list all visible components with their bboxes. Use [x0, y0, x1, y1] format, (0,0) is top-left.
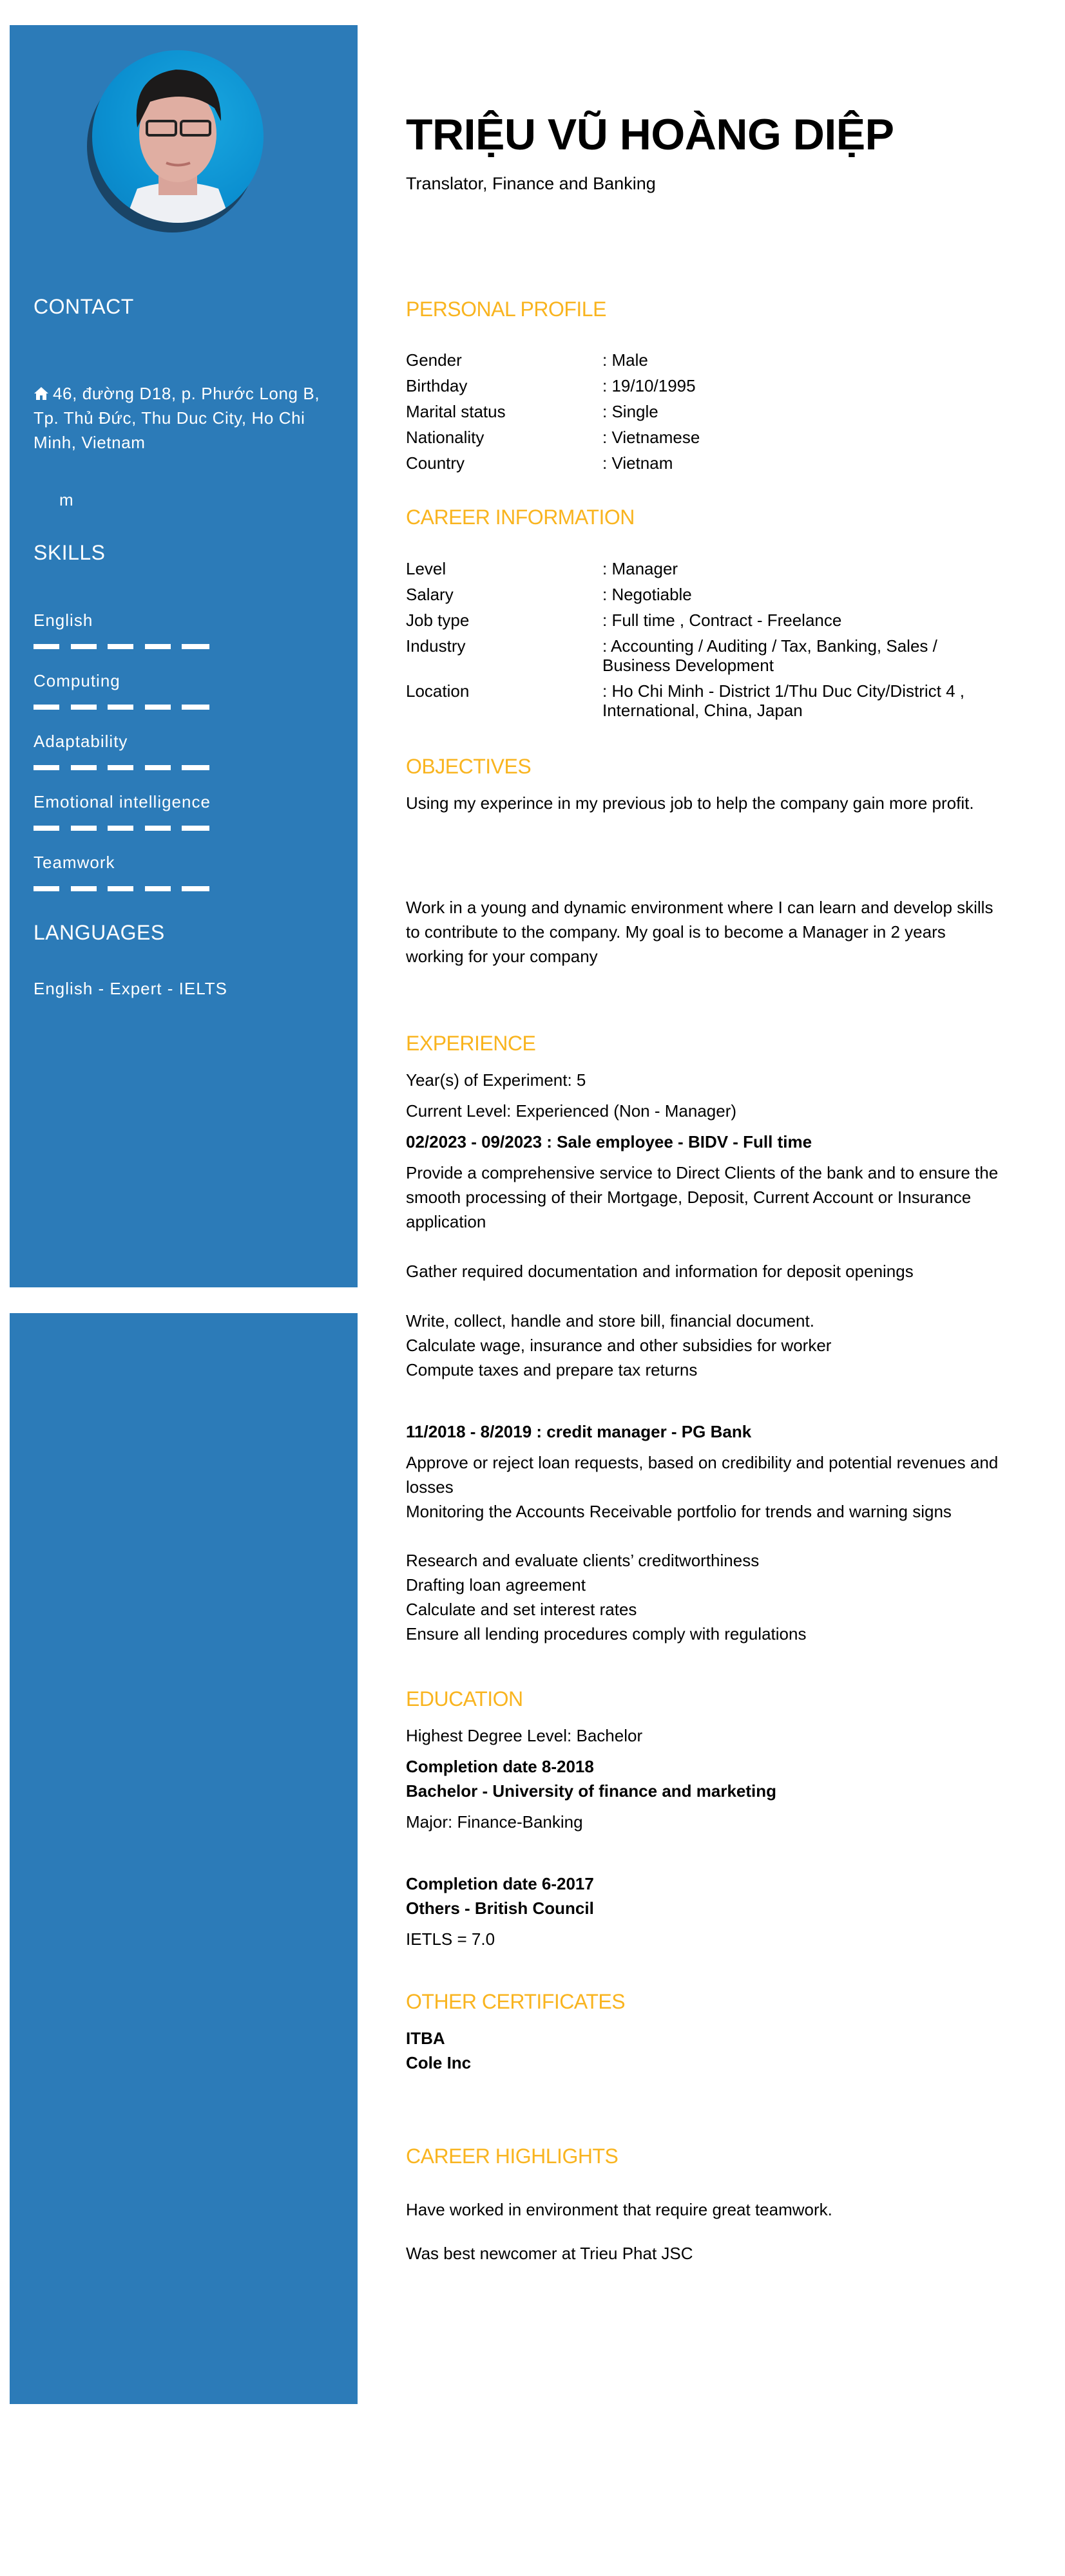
field-label: Industry [406, 636, 466, 656]
objective-paragraph: Work in a young and dynamic environment where I can learn and develop skills to contribute to the company. My goal is to become a Manager in 2 years working for your company [406, 898, 993, 966]
education-detail: Major: Finance-Banking [406, 1812, 583, 1832]
field-value: : Accounting / Auditing / Tax, Banking, Sales / Business Development [602, 636, 937, 675]
section-title-education: EDUCATION [406, 1687, 523, 1710]
section-title-career-information: CAREER INFORMATION [406, 506, 635, 529]
job-title: 11/2018 - 8/2019 : credit manager - PG Bank [406, 1422, 752, 1441]
job-duty: Approve or reject loan requests, based on credibility and potential revenues and losses [406, 1453, 999, 1497]
skill-rating-bar [34, 765, 198, 770]
years-of-experience: Year(s) of Experiment: 5 [406, 1070, 586, 1090]
field-value: : Negotiable [602, 585, 692, 604]
field-value: : Single [602, 402, 658, 421]
skill-rating-bar [34, 826, 198, 831]
home-icon [34, 386, 49, 401]
skill-label: Teamwork [34, 853, 115, 872]
section-title-objectives: OBJECTIVES [406, 755, 532, 778]
field-label: Marital status [406, 402, 506, 421]
education-title: Others - British Council [406, 1899, 594, 1918]
section-title-experience: EXPERIENCE [406, 1032, 536, 1055]
section-title-career-highlights: CAREER HIGHLIGHTS [406, 2145, 619, 2168]
field-value: : Manager [602, 559, 678, 578]
skill-label: Emotional intelligence [34, 792, 211, 811]
education-title: Bachelor - University of finance and marketing [406, 1781, 777, 1801]
certificate-item: Cole Inc [406, 2053, 472, 2072]
highlight-item: Was best newcomer at Trieu Phat JSC [406, 2244, 693, 2263]
field-label: Nationality [406, 428, 485, 447]
skill-label: English [34, 611, 93, 630]
languages-heading: LANGUAGES [34, 921, 165, 944]
job-duty: Research and evaluate clients’ creditworthiness [406, 1551, 760, 1570]
profile-photo [87, 50, 267, 232]
field-label: Location [406, 681, 470, 701]
skill-rating-bar [34, 705, 198, 710]
job-duty: Calculate and set interest rates [406, 1600, 637, 1619]
field-value: : Full time , Contract - Freelance [602, 611, 842, 630]
field-value: : Vietnam [602, 453, 673, 473]
current-level: Current Level: Experienced (Non - Manager) [406, 1101, 737, 1121]
section-title-personal-profile: PERSONAL PROFILE [406, 298, 606, 321]
field-label: Job type [406, 611, 470, 630]
objective-paragraph: Using my experince in my previous job to help the company gain more profit. [406, 793, 974, 813]
job-duty: Calculate wage, insurance and other subsidies for worker [406, 1336, 832, 1355]
section-title-other-certificates: OTHER CERTIFICATES [406, 1990, 626, 2013]
job-duty: Provide a comprehensive service to Direct Clients of the bank and to ensure the smooth processing of their Mortgage, Deposit, Current Account or Insurance application [406, 1163, 999, 1231]
language-item: English - Expert - IELTS [34, 979, 227, 998]
contact-heading: CONTACT [34, 295, 134, 318]
field-label: Birthday [406, 376, 468, 395]
field-value: : Ho Chi Minh - District 1/Thu Duc City/District 4 , International, China, Japan [602, 681, 964, 720]
candidate-title: Translator, Finance and Banking [406, 174, 656, 193]
skill-label: Adaptability [34, 732, 128, 751]
job-duty: Ensure all lending procedures comply with regulations [406, 1624, 807, 1643]
candidate-name: TRIỆU VŨ HOÀNG DIỆP [406, 110, 894, 159]
job-duty: Write, collect, handle and store bill, financial document. [406, 1311, 814, 1331]
field-label: Gender [406, 350, 462, 370]
skills-heading: SKILLS [34, 541, 106, 564]
job-duty: Monitoring the Accounts Receivable portfolio for trends and warning signs [406, 1502, 952, 1521]
job-duty: Gather required documentation and information for deposit openings [406, 1262, 914, 1281]
education-date: Completion date 8-2018 [406, 1757, 594, 1776]
job-title: 02/2023 - 09/2023 : Sale employee - BIDV - Full time [406, 1132, 812, 1151]
skill-rating-bar [34, 644, 198, 649]
field-value: : Male [602, 350, 648, 370]
education-detail: IETLS = 7.0 [406, 1929, 495, 1949]
skill-label: Computing [34, 671, 120, 690]
certificate-item: ITBA [406, 2029, 445, 2048]
job-duty: Compute taxes and prepare tax returns [406, 1360, 698, 1379]
avatar [92, 50, 264, 223]
field-label: Level [406, 559, 446, 578]
field-value: : 19/10/1995 [602, 376, 696, 395]
field-value: : Vietnamese [602, 428, 700, 447]
contact-extra: m [59, 490, 74, 509]
person-icon [92, 50, 264, 223]
education-date: Completion date 6-2017 [406, 1874, 594, 1893]
highest-degree: Highest Degree Level: Bachelor [406, 1726, 643, 1745]
job-duty: Drafting loan agreement [406, 1575, 586, 1595]
address-text: 46, đường D18, p. Phước Long B, Tp. Thủ Đức, Thu Duc City, Ho Chi Minh, Vietnam [34, 384, 320, 452]
sidebar-panel-continued [10, 1313, 358, 2404]
field-label: Country [406, 453, 465, 473]
skill-rating-bar [34, 886, 198, 891]
field-label: Salary [406, 585, 454, 604]
highlight-item: Have worked in environment that require great teamwork. [406, 2200, 832, 2219]
contact-address [34, 381, 323, 455]
